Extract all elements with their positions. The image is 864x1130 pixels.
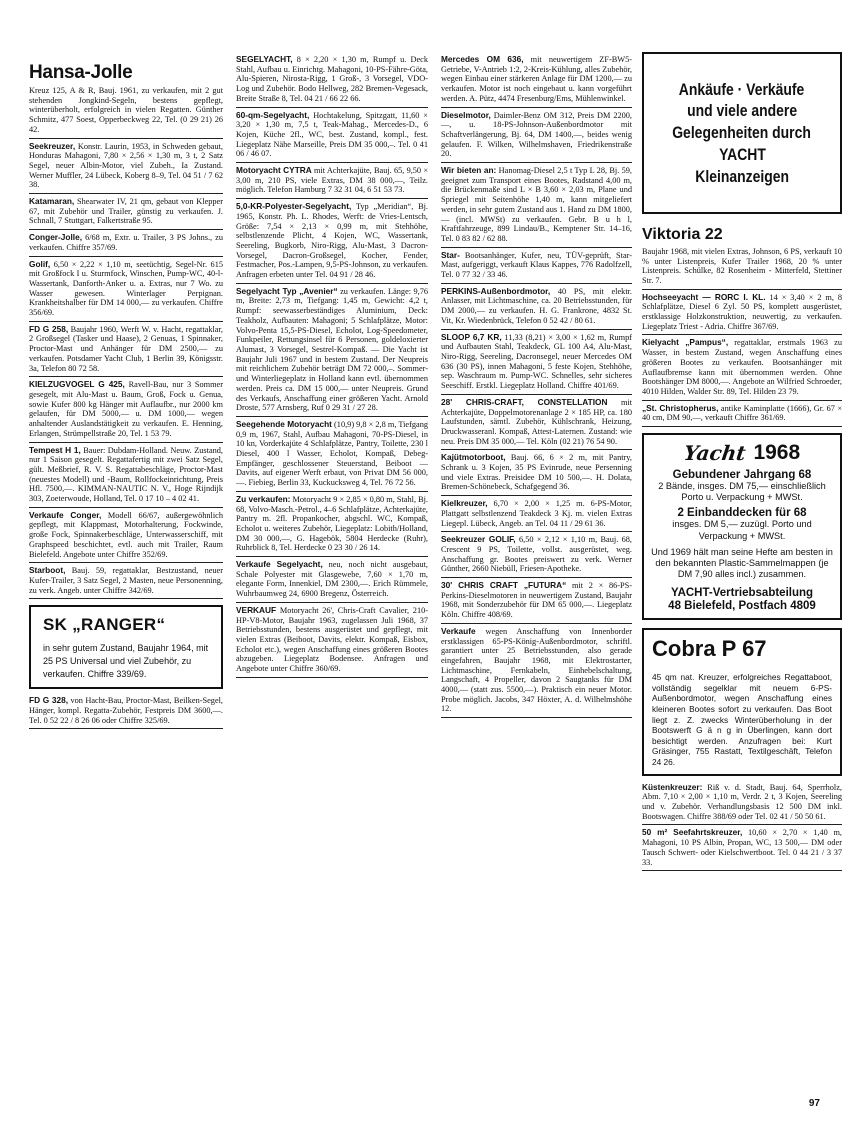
ad-heading: Kajütmotorboot, bbox=[441, 452, 506, 463]
column-4-lower bbox=[642, 780, 842, 872]
classified-ad bbox=[236, 417, 428, 492]
ad-heading: Starboot, bbox=[29, 565, 66, 576]
classified-ad bbox=[29, 194, 223, 230]
ad-text: 10,60 × 2,70 × 1,40 m, Mahagoni, 10 PS Albin, Propan, WC, 13 500,— DM oder Tausch Schwert- oder Kielschwertboot. Tel. 0 44 21 / 3 37 33. bbox=[642, 828, 842, 867]
classified-ad bbox=[236, 108, 428, 164]
ad-heading: KIELZUGVOGEL G 425, bbox=[29, 379, 125, 390]
ad-text: 8 × 2,20 × 1,30 m, Rumpf u. Deck Stahl, Aufbau u. Einrichtg. Mahagoni, 10-PS-Fähre-Göta, Alu-Spieren, Nirosta-Rigg, 1 Groß-, 3 Vorsegel, VDO-Log und Zubehör. Bodo Hellweg, 282 Bremen-Vegesack, Breite Straße 8, Tel. 04 21 / 66 22 66. bbox=[236, 55, 428, 103]
classified-ad bbox=[236, 199, 428, 284]
yacht-ad-heading-1: Gebundener Jahrgang 68 bbox=[672, 469, 812, 482]
ad-text: mit Achterkajüte, Bauj. 65, 9,50 × 3,00 m, 210 PS, viele Extras, DM 38 000,—, Teilz. möglich. Telefon Hamburg 7 32 31 04, 6 51 53 73. bbox=[236, 166, 428, 195]
ad-heading: Tempest H 1, bbox=[29, 444, 81, 455]
ad-text: Hanomag-Diesel 2,5 t Typ L 28, Bj. 59, geeignet zum Transport eines Bootes, Radstand 4,00 m, die Brückenmaße sind L × B 3,60 × 2,03 m, Plane und Spriegel mit Seitenhöhe 1,40 m, kann mitgeliefert werden, in sehr gutem Zustand aus 1. Hand zu DM 1800,— (incl. MWSt) zu verkaufen. Gebr. B u h l, Kraftfahrzeuge, 899 Lindau/B., Kemptener Str. 14–16, Tel. 0 83 82 / 62 88. bbox=[441, 166, 633, 243]
classified-ad bbox=[441, 578, 632, 624]
ad-heading: Segelyacht Typ „Avenier“ bbox=[236, 285, 338, 296]
classified-ad bbox=[441, 395, 632, 451]
column-3 bbox=[441, 52, 632, 718]
ad-text: Baujahr 1968, mit vielen Extras, Johnson, 6 PS, verkauft 10 % unter Listenpreis, Kufer Trailer 1968, 20 % unter Listenpreis. Schülke, 82 Rosenheim - Mitterfeld, Stettiner Str. 7. bbox=[642, 246, 842, 285]
promo-line: YACHT bbox=[718, 144, 766, 164]
ad-text: Bauer: Dubdam-Holland. Neuw. Zustand, nur 1 Saison gesegelt. Regattafertig mit zwei Satz Segel, gült. Meßbrief, R. V. S. Regattabeschläge, Proctor-Mast (neuestes Modell) und -Baum, Rollfockeinrichtung, Preis Hfl. 7500,—. KIMMAN-NAUTIC N. V., Hoge Rijndijk 303, Zoeterwoude, Holland, Tel. 0 17 10 – 4 02 41. bbox=[29, 445, 223, 504]
yacht-ad-footer-2: 48 Bielefeld, Postfach 4809 bbox=[668, 600, 816, 613]
classified-ad bbox=[441, 450, 632, 496]
column-4-upper bbox=[642, 222, 842, 427]
ad-text: Typ „Meridian“, Bj. 1965, Konstr. Ph. L. Rhodes, Werft: de Vries-Lentsch, Größe: 7,54 × 2,13 × 0,99 m, mit Stehhöhe, selbstlenzende Plicht, 4 Kojen, WC, Wassertank, Seereling, Bugkorb, Niro-Rigg, Alu-Mast, 3 Dacron-Vorsegel, Dacron-Großsegel, Kocher, Fender, Festmacher, Pos.-Lampen, 9,5-PS-Johnson, zu verkaufen. Anfragen erbeten unter Tel. 04 91 / 28 46. bbox=[236, 202, 428, 280]
ad-title: Viktoria 22 bbox=[642, 226, 723, 243]
yacht-ad-text-2: insges. DM 5,— zuzügl. Porto und Verpackung + MWSt. bbox=[672, 519, 812, 541]
ad-heading: „St. Christopherus, bbox=[642, 402, 719, 413]
ad-heading: Seekreuzer GOLIF, bbox=[441, 534, 516, 545]
classified-ad bbox=[236, 52, 428, 108]
classified-ad bbox=[441, 624, 632, 718]
ad-text: mit 2 × 86-PS-Perkins-Dieselmotoren in neuwertigem Zustand, Baujahr 1968, mit Sonderzubehör für DM 65 000,—. Liegeplatz Köln. Chiffre 408/69. bbox=[441, 581, 633, 620]
classified-ad bbox=[642, 825, 842, 871]
promo-line: Gelegenheiten durch bbox=[672, 123, 812, 143]
yacht-ad-heading-2: 2 Einbanddecken für 68 bbox=[677, 507, 807, 520]
cobra-ad-title: Cobra P 67 bbox=[652, 636, 767, 662]
ad-heading: Motoryacht CYTRA bbox=[236, 165, 312, 176]
classified-ad bbox=[236, 492, 428, 557]
ad-heading: Golif, bbox=[29, 258, 51, 269]
yacht-ad-footer-1: YACHT-Vertriebsabteilung bbox=[670, 586, 814, 599]
ad-heading: Hochseeyacht — RORC I. KL. bbox=[642, 291, 766, 302]
ad-text: Modell 66/67, außergewöhnlich gepflegt, mit Klappmast, Motorhalterung, Fockwinde, große Fock, Spinnakerbeschläge, Unterwasserschiff, mit Graphspeed beschichtet, evtl. auch mit Trailer, Raum Bielefeld. Angebote unter Chiffre 352/69. bbox=[29, 510, 223, 559]
ad-text: Kreuz 125, A & R, Bauj. 1961, zu verkaufen, mit 2 gut stehenden Jongkind-Segeln, bestens gepflegt, winterüberholt, erfolgreich in vielen Regatten. Günther Schmitz, 477 Soest, Opperbeckweg 22, Tel. (0 29 21) 26 42. bbox=[29, 86, 223, 134]
ad-title: Hansa-Jolle bbox=[29, 62, 133, 83]
boxed-ad-text: in sehr gutem Zustand, Baujahr 1964, mit 25 PS Universal und viel Zubehör, zu verkaufen. Chiffre 339/69. bbox=[43, 642, 209, 680]
ad-text: Bauj. 66, 6 × 2 m, mit Pantry, Schrank u. 3 Kojen, 35 PS Evinrude, neue Persenning und viele Extras. Preisidee DM 10 500,—. H. Dolata, Bremen-Schönebeck, Schafgegend 36. bbox=[441, 453, 632, 492]
ad-text: 6/68 m, Extr. u. Trailer, 3 PS Johns., zu verkaufen. Chiffre 357/69. bbox=[29, 233, 224, 252]
ad-heading: SEGELYACHT, bbox=[236, 54, 293, 64]
ad-text: Konstr. Laurin, 1953, in Schweden gebaut, Honduras Mahagoni, 7,80 × 2,56 × 1,30 m, 3 t, 2 Satz Segel, neuer Albin-Motor, viel Zubeh., Ia Zustand. Werner Muffler, 24 Lübeck, Koberg 8–9, Tel. 04 51 / 7 62 38. bbox=[29, 141, 223, 190]
ad-heading: Seekreuzer, bbox=[29, 140, 76, 151]
ad-text: neu, noch nicht ausgebaut, Schale Polyester mit Glasgewebe, 7,60 × 1,70 m, elegante Form, Innenkiel, DM 2300,—. Erich Rümmele, Wuhrbaumweg 24, 6900 Bregenz, Österreich. bbox=[236, 560, 428, 599]
ad-text: (10,9) 9,8 × 2,8 m, Tiefgang 0,9 m, 1967, Stahl, Aufbau Mahagoni, 70-PS-Diesel, in 10 kn, Vorderkajüte 4 Schlafplätze, Pantry, Toilette, 230 l Diesel, 400 l Wasser, Echolot, Kompaß, Debeg-Empfänger, geschlossener Steuerstand, Beiboot — Davits, auf eigener Werft erbaut, von Privat DM 56 000,—. Fiebieg, Berlin 33, Kuckucksweg 4, Tel. 76 72 56. bbox=[236, 419, 429, 488]
ad-heading: Conger-Jolle, bbox=[29, 232, 83, 243]
cobra-ad-text: 45 qm nat. Kreuzer, erfolgreiches Regattaboot, vollständig segelklar mit neuem 6-PS-Außenbordmotor, wegen Anschaffung eines kleineren Bootes sofort zu verkaufen. Das Boot liegt z. Z. zwecks Winterüberholung in der Bootswerft G ä n g in Überlingen, kann dort besichtigt werden. Anzufragen bei: Kurt Gräsinger, 755 Rastatt, Textilgeschäft, Telefon 24 26. bbox=[652, 672, 832, 768]
ad-text: Motoryacht 9 × 2,85 × 0,80 m, Stahl, Bj. 68, Volvo-Masch.-Petrol., 4–6 Schlafplätze, Achterkajüte, Pantry m. 2fl. Propankocher, abgschl. WC, Kompaß, Echolot u. weiteres Zubehör, Liegeplatz: Lobith/Holland, DM 30 000,—, G. Hagebök, 5804 Herdecke (Ruhr), Ruhrblick 8, Tel. Herdecke 0 23 30 / 26 14. bbox=[236, 494, 429, 553]
ad-text: 40 PS, mit elektr. Anlasser, mit Lichtmaschine, ca. 20 Betriebsstunden, für DM 2000,— zu verkaufen. H. G. Frankrone, 4832 St. Vit, Kr. Wiedenbrück, Telefon 0 52 42 / 80 61. bbox=[441, 286, 633, 325]
ad-heading: 50 m² Seefahrtskreuzer, bbox=[642, 827, 743, 838]
ad-heading: Wir bieten an: bbox=[441, 165, 497, 176]
ad-heading: FD G 258, bbox=[29, 323, 69, 334]
ad-heading: Verkaufe Segelyacht, bbox=[236, 559, 323, 570]
classified-ad bbox=[441, 52, 632, 108]
classified-ad bbox=[441, 496, 632, 532]
promo-box bbox=[642, 52, 842, 214]
ad-heading: 28' CHRIS-CRAFT, CONSTELLATION bbox=[441, 396, 608, 407]
ad-heading: Mercedes OM 636, bbox=[441, 54, 524, 64]
classified-ad bbox=[236, 284, 428, 417]
ad-text: Bauj. 59, regattaklar, Bestzustand, neuer Kufer-Trailer, 3 Satz Segel, 2 Masten, neue Personenning, zu verk. Angeb. unter Chiffre 342/69. bbox=[29, 566, 224, 595]
ad-text: Hochtakelung, Spitzgatt, 11,60 × 3,20 × 1,30 m, 7,5 t, Teak-Mahag., Mercedes-D., 6 Kojen, Küche 2fl., WC, best. Zustand, kompl., fest. Liegeplatz Nähe Marseille, Preis DM 35 000,–. Tel. 0 41 06 / 46 07. bbox=[236, 110, 428, 159]
page-number: 97 bbox=[808, 1098, 820, 1109]
promo-line: Ankäufe · Verkäufe bbox=[679, 79, 805, 99]
classified-ad bbox=[441, 532, 632, 578]
classified-ad bbox=[236, 603, 428, 678]
ad-heading: VERKAUF bbox=[236, 604, 277, 615]
ad-text: 11,33 (8,21) × 3,00 × 1,62 m, Rumpf und Aufbauten Stahl, Teakdeck, GL 100 A4, Alu-Mast, Niro-Rigg, Seereling, Dacronsegel, neuer Mercedes OM 636 (30 PS), innen Mahagoni, 5 feste Kojen, Stehhöhe, sep. Waschraum m. Pump-WC. Schnelles, sehr sicheres Seeschiff. Erstkl. Liegeplatz Holland. Chiffre 401/69. bbox=[441, 332, 633, 391]
yacht-ad-text-1: 2 Bände, insges. DM 75,— einschließlich Porto u. Verpackung + MWSt. bbox=[658, 481, 826, 503]
ad-text: zu verkaufen. Länge: 9,76 m, Breite: 2,73 m, Tiefgang: 1,45 m, Gewicht: 4,2 t, Rumpf: seewasserbeständiges Aluminium, Deck: Teakholz, Aufbauten: Mahagoni; 5 Schlafplätze, Motor: Volvo-Penta 15,5-PS-Diesel, Echolot, Log-Speedometer, Funkpeiler, Rettungsinsel für 6 Personen, goldeloxierter Alumast, 3 Vorsegel, Sestrel-Kompaß. — Die Yacht ist Baujahr Juli 1967 und in bestem Zustand. Der Neupreis mit reichlichem Zubehör beträgt DM 72 000,–. Sommer- und Winterliegeplatz in Holland kann evtl. übernommen werden. Preis ca. DM 15 000,— unter Neupreis. Grund des Verkaufs, Anschaffung einer größeren Yacht. Arnold Droste, 577 Arnsberg, Ruf 0 29 31 / 27 28. bbox=[236, 286, 428, 413]
boxed-ad bbox=[29, 605, 223, 689]
classified-ad bbox=[642, 780, 842, 826]
ad-heading: Star- bbox=[441, 249, 460, 260]
ad-heading: 5,0-KR-Polyester-Segelyacht, bbox=[236, 201, 352, 212]
yacht-logo: Yacht bbox=[682, 441, 748, 466]
classified-ad bbox=[642, 222, 842, 290]
ad-text: Daimler-Benz OM 312, Preis DM 2200,—, u. 18-PS-Johnson-Außenbordmotor mit Schaftverlängerung, Bj. 64, DM 1400,—, beides wenig gelaufen. F. Wilken, Wilhelmshaven, Friedrikenstraße 20. bbox=[441, 110, 633, 159]
classified-ad bbox=[441, 284, 632, 330]
classified-ad bbox=[29, 563, 223, 599]
ad-heading: Verkaufe Conger, bbox=[29, 509, 102, 520]
classified-ad bbox=[642, 290, 842, 336]
ad-heading: Küstenkreuzer: bbox=[642, 781, 703, 792]
ad-text: Shearwater IV, 21 qm, gebaut von Klepper 67, mit Zubehör und Trailer, günstig zu verkaufen. J. Schnall, 7 Stuttgart, Falkertstraße 95. bbox=[29, 197, 223, 226]
promo-line: Kleinanzeigen bbox=[695, 166, 789, 186]
classified-ad bbox=[29, 508, 223, 564]
yacht-year: 1968 bbox=[753, 441, 801, 465]
classified-ad bbox=[236, 557, 428, 603]
ad-heading: Katamaran, bbox=[29, 196, 75, 207]
classified-ad bbox=[441, 108, 632, 164]
ad-heading: Kielkreuzer, bbox=[441, 498, 488, 509]
classified-ad bbox=[441, 248, 632, 284]
ad-text: Bootsanhänger, Kufer, neu, TÜV-geprüft, Star-Mast, aufgeriggt, verkauft Klaus Kappes, 776 Radolfzell, Tel. 0 77 32 / 33 46. bbox=[441, 250, 632, 280]
ad-text: Riß v. d. Stadt, Bauj. 64, Sperrholz, Abm. 7,10 × 2,00 × 1,10 m, Verdr. 2 t, 3 Kojen, Seereling und v. Zubehör. Verhandlungsbasis 12 500 DM inkl. Bootswagen. Chiffre 388/69 oder Tel. 02 41 / 50 50 61. bbox=[642, 782, 842, 821]
ad-text: 6,50 × 2,22 × 1,10 m, seetüchtig, Segel-Nr. 615 mit Großfock I u. Sturmfock, Winschen, Pump-WC, 40-l-Wassertank, Danforth-Anker u. a. Extras, nur 7 Wo. zu Wasser gewesen. Winterlager Perpignan. Krankheitshalber für DM 14 000,— zu verkaufen. Chiffre 356/69. bbox=[29, 259, 223, 318]
promo-line: und viele andere bbox=[686, 101, 798, 121]
ad-text: mit neuwertigem ZF-BW5-Getriebe, V-Antrieb 1:2, 2-Kreis-Kühlung, alles Zubehör, wegen Einbau einer stärkeren Anlage für DM 1200,— zu verkaufen. Motor ist noch eingebaut u. kann vorgeführt werden. A. Pütz, 4474 Fresenburg/Ems, Mühlenwinkel. bbox=[441, 55, 633, 103]
ad-text: antike Kaminplatte (1666), Gr. 67 × 40 cm, DM 90,—, verkauft Chiffre 361/69. bbox=[642, 403, 843, 423]
yacht-volume-ad bbox=[642, 433, 842, 620]
ad-text: Motoryacht 26', Chris-Craft Cavalier, 210-HP-V8-Motor, Baujahr 1963, zugelassen Juli 1968, 37 Betriebsstunden, bestens ausgerüstet und gepflegt, mit vielen Extras (Beiboot, Davits, elektr. Kompaß, Eisbox, Echolot etc.), wegen Anschaffung eines größeren Bootes abzugeben. Liegeplatz Bodensee. Anfragen und Angebote unter Chiffre 360/69. bbox=[236, 605, 429, 674]
cobra-ad bbox=[642, 628, 842, 775]
ad-text: von Hacht-Bau, Proctor-Mast, Beilken-Segel, Hänger, kompl. Regatta-Zubehör, Festpreis DM 3600,—. Tel. 0 52 22 / 8 26 06 oder Chiffre 325/69. bbox=[29, 696, 224, 725]
ad-heading: 60-qm-Segelyacht, bbox=[236, 109, 310, 120]
ad-text: 6,50 × 2,12 × 1,10 m, Bauj. 68, Crescent 9 PS, Toilette, vollst. ausgerüstet, weg. Anschaffung gr. Bootes preiswert zu verk. Werner Günther, 2660 Niebüll, Friesen-Apotheke. bbox=[441, 535, 632, 574]
classified-ad bbox=[29, 52, 223, 139]
yacht-ad-text-3: Und 1969 hält man seine Hefte am besten in den bekannten Plastic-Sammelmappen (je DM 7,90 alles incl.) zusammen. bbox=[651, 546, 833, 580]
classified-ad bbox=[441, 330, 632, 395]
column-4 bbox=[642, 52, 842, 871]
boxed-ad-title: SK „RANGER“ bbox=[43, 615, 166, 635]
classified-ad bbox=[29, 443, 223, 508]
ad-heading: Dieselmotor, bbox=[441, 109, 491, 120]
ad-text: Ravell-Bau, nur 3 Sommer gesegelt, mit Alu-Mast u. Baum, Groß, Fock u. Genua, sowie Kufer 800 kg Hänger mit Auflaufbr., nur 2000 km gelaufen, für DM 5000,— u. DM 1000,— wegen anhaltender Auslandstätigkeit zu verkaufen. E. Henning, Erlangen, Strümpellstraße 20, Tel. 1 53 79. bbox=[29, 380, 224, 438]
ad-heading: FD G 328, bbox=[29, 695, 69, 706]
ad-text: regattaklar, erstmals 1963 zu Wasser, in bestem Zustand, wegen Anschaffung eines größeren Bootes zu verkaufen. Bootsanhänger mit Auflaufbremse kann mit übernommen werden. Ohne Bootshänger DM 8000,—. Angebote an Wilfried Schroeder, 4010 Hilden, Walder Str. 89, Tel. Hilden 23 79. bbox=[642, 338, 842, 396]
ad-text: 14 × 3,40 × 2 m, 8 Schlafplätze, Diesel 6 Zyl. 50 PS, komplett ausgerüstet, erstklassige Holzkonstruktion, neuwertig, zu verkaufen. Liegeplatz Triest - Adria. Chiffre 367/69. bbox=[642, 292, 842, 331]
ad-text: Baujahr 1960, Werft W. v. Hacht, regattaklar, 2 Großsegel (Tasker und Haase), 2 Genuas, 1 Spinnaker, Proctor-Mast und Anhänger für DM 2500,— zu verkaufen. Potsdamer Yacht Club, 1 Berlin 39, Königsstr. 3a, Telefon 80 72 58. bbox=[29, 324, 223, 373]
ad-heading: Zu verkaufen: bbox=[236, 493, 291, 504]
ad-heading: Kielyacht „Pampus“, bbox=[642, 337, 729, 348]
classified-ad bbox=[29, 230, 223, 256]
ad-heading: SLOOP 6,7 KR, bbox=[441, 331, 502, 342]
classified-ad bbox=[29, 322, 223, 378]
ad-heading: 30' CHRIS CRAFT „FUTURA“ bbox=[441, 580, 567, 591]
ad-heading: PERKINS-Außenbordmotor, bbox=[441, 285, 551, 296]
ad-heading: Verkaufe bbox=[441, 625, 476, 636]
classified-ad bbox=[29, 377, 223, 442]
ad-text: wegen Anschaffung von Innenborder erstklassigen 65-PS-König-Außenbordmotor, schriftl. garantiert unter 25 Betriebsstunden, also gerade eingefahren, Baujahr 1968, mit Elektrostarter, Lichtmaschine, Fernkabeln, Einhebelschaltung, Langschaft, 4 Propeller, davon 2 Saugtanks für DM 4000,— (statt zus. 5500,—). Praktisch ein neuer Motor. Probe möglich. Jacobs, 347 Höxter, A. d. Wilhelmshöhe 12. bbox=[441, 626, 632, 714]
yacht-ad-header bbox=[650, 441, 834, 465]
ad-text: 6,70 × 2,00 × 1,25 m. 6-PS-Motor, Plattgatt selbstlenzend Teakdeck 3 Kj. m. vielen Extras Liegepl. Lübeck, Angeb. an Tel. 04 11 / 29 61 36. bbox=[441, 499, 633, 528]
classified-ad bbox=[642, 401, 842, 427]
classified-ad bbox=[29, 693, 223, 729]
ad-text: mit Achterkajüte, Doppelmotorenanlage 2 × 185 HP, ca. 180 Laufstunden, sämtl. Zubehör, Kühlschrank, Heizung, Druckwasseranl. Kompaß, Attest-Laternen. Zustand: wie neu. Preis DM 35 000,— Tel. Köln (02 21) 76 54 90. bbox=[441, 397, 633, 446]
classified-ad bbox=[236, 163, 428, 199]
classified-ad bbox=[29, 257, 223, 322]
classified-ad bbox=[642, 335, 842, 400]
ad-heading: Seegehende Motoryacht bbox=[236, 418, 332, 429]
column-2 bbox=[236, 52, 428, 678]
classified-ad bbox=[441, 163, 632, 248]
classified-ad bbox=[29, 139, 223, 195]
column-1 bbox=[29, 52, 223, 729]
